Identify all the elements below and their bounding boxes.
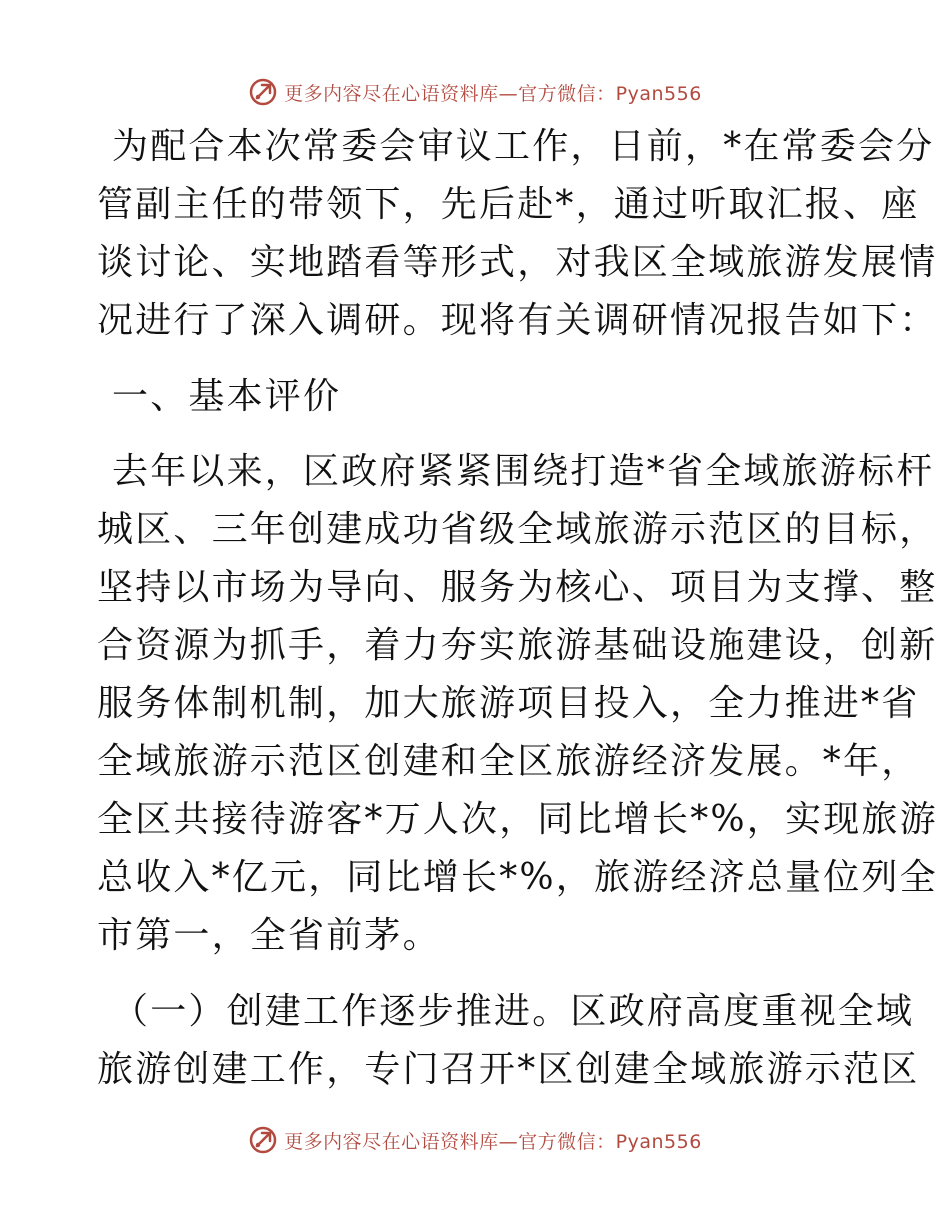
logo-icon (248, 1125, 278, 1155)
paragraph-line: 管副主任的带领下，先后赴*，通过听取汇报、座 (97, 184, 920, 225)
paragraph-line: 全区共接待游客*万人次，同比增长*%，实现旅游 (97, 799, 938, 840)
paragraph-line: 为配合本次常委会审议工作，日前，*在常委会分 (112, 126, 935, 167)
paragraph-line: 旅游创建工作，专门召开*区创建全域旅游示范区 (97, 1049, 920, 1090)
paragraph-line: 况进行了深入调研。现将有关调研情况报告如下： (97, 300, 938, 341)
paragraph-line: 市第一，全省前茅。 (97, 915, 441, 956)
paragraph-line: 坚持以市场为导向、服务为核心、项目为支撑、整 (97, 567, 938, 608)
footer-watermark (0, 1120, 950, 1160)
paragraph-line: 城区、三年创建成功省级全域旅游示范区的目标， (97, 509, 938, 550)
watermark-text: 更多内容尽在心语资料库—官方微信：Pyan556 (284, 82, 702, 105)
section-heading: 一、基本评价 (112, 376, 342, 417)
paragraph-line: 去年以来，区政府紧紧围绕打造*省全域旅游标杆 (112, 451, 935, 492)
watermark-text: 更多内容尽在心语资料库—官方微信：Pyan556 (284, 1130, 702, 1153)
header-watermark (0, 72, 950, 112)
paragraph-line: 总收入*亿元，同比增长*%，旅游经济总量位列全 (97, 857, 938, 898)
paragraph-line: 合资源为抓手，着力夯实旅游基础设施建设，创新 (97, 625, 938, 666)
logo-icon (248, 77, 278, 107)
paragraph-line: 全域旅游示范区创建和全区旅游经济发展。*年， (97, 741, 920, 782)
paragraph-line: 服务体制机制，加大旅游项目投入，全力推进*省 (97, 683, 920, 724)
subsection-line: （一）创建工作逐步推进。区政府高度重视全域 (112, 991, 915, 1032)
paragraph-line: 谈讨论、实地踏看等形式，对我区全域旅游发展情 (97, 242, 938, 283)
